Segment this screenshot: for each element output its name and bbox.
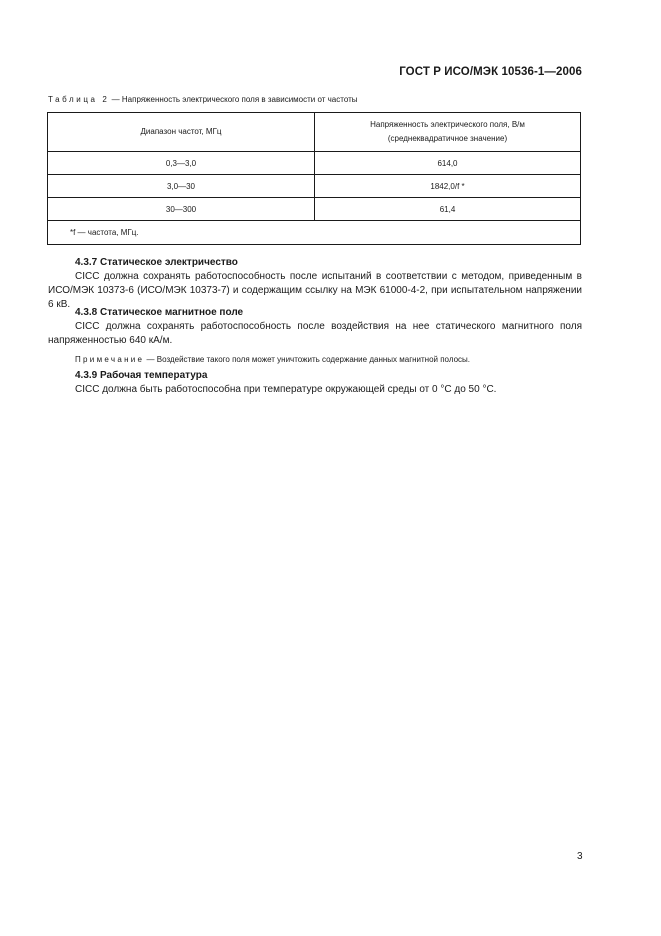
table-caption xyxy=(48,95,358,104)
section-text: CICC должна быть работоспособна при температуре окружающей среды от 0 °С до 50 °С. xyxy=(75,384,497,395)
table-row xyxy=(48,175,581,198)
section-4-3-7 xyxy=(48,256,582,312)
table-header-row xyxy=(48,113,581,152)
col-header-strength-line1: Напряженность электрического поля, В/м xyxy=(370,120,525,129)
col-header-strength xyxy=(315,113,581,152)
page-number: 3 xyxy=(577,851,583,862)
field-strength-table xyxy=(47,112,581,245)
cell-range: 0,3—3,0 xyxy=(48,152,315,175)
table-row xyxy=(48,152,581,175)
cell-value: 614,0 xyxy=(315,152,581,175)
section-text: CICC должна сохранять работоспособность после испытаний в соответствии с методом, приведенным в ИСО/МЭК 10373-6 (ИСО/МЭК 10373-7) и содержащим ссылку на МЭК 61000-4-2, при испытательном напряжении 6 кВ. xyxy=(48,271,582,310)
cell-value: 61,4 xyxy=(315,198,581,221)
cell-range: 3,0—30 xyxy=(48,175,315,198)
table-footnote-row xyxy=(48,221,581,245)
col-header-strength-line2: (среднеквадратичное значение) xyxy=(387,134,508,143)
table-caption-prefix: Таблица 2 xyxy=(48,95,110,104)
section-title: 4.3.7 Статическое электричество xyxy=(75,257,238,268)
col-header-frequency: Диапазон частот, МГц xyxy=(48,113,315,152)
note-text: — Воздействие такого поля может уничтожить содержание данных магнитной полосы. xyxy=(144,355,471,364)
table-row xyxy=(48,198,581,221)
section-title: 4.3.9 Рабочая температура xyxy=(75,370,208,381)
document-id-header: ГОСТ Р ИСО/МЭК 10536-1—2006 xyxy=(399,66,582,78)
table-footnote: *f — частота, МГц. xyxy=(48,221,581,245)
cell-value: 1842,0/f * xyxy=(315,175,581,198)
section-text: CICC должна сохранять работоспособность после воздействия на нее статического магнитного поля напряженностью 640 кА/м. xyxy=(48,321,582,346)
section-4-3-9 xyxy=(48,369,582,397)
section-note xyxy=(48,353,582,367)
section-title: 4.3.8 Статическое магнитное поле xyxy=(75,307,244,318)
note-prefix: Примечание xyxy=(75,355,145,364)
section-4-3-8 xyxy=(48,306,582,367)
table-caption-text: — Напряженность электрического поля в зависимости от частоты xyxy=(109,95,358,104)
cell-range: 30—300 xyxy=(48,198,315,221)
